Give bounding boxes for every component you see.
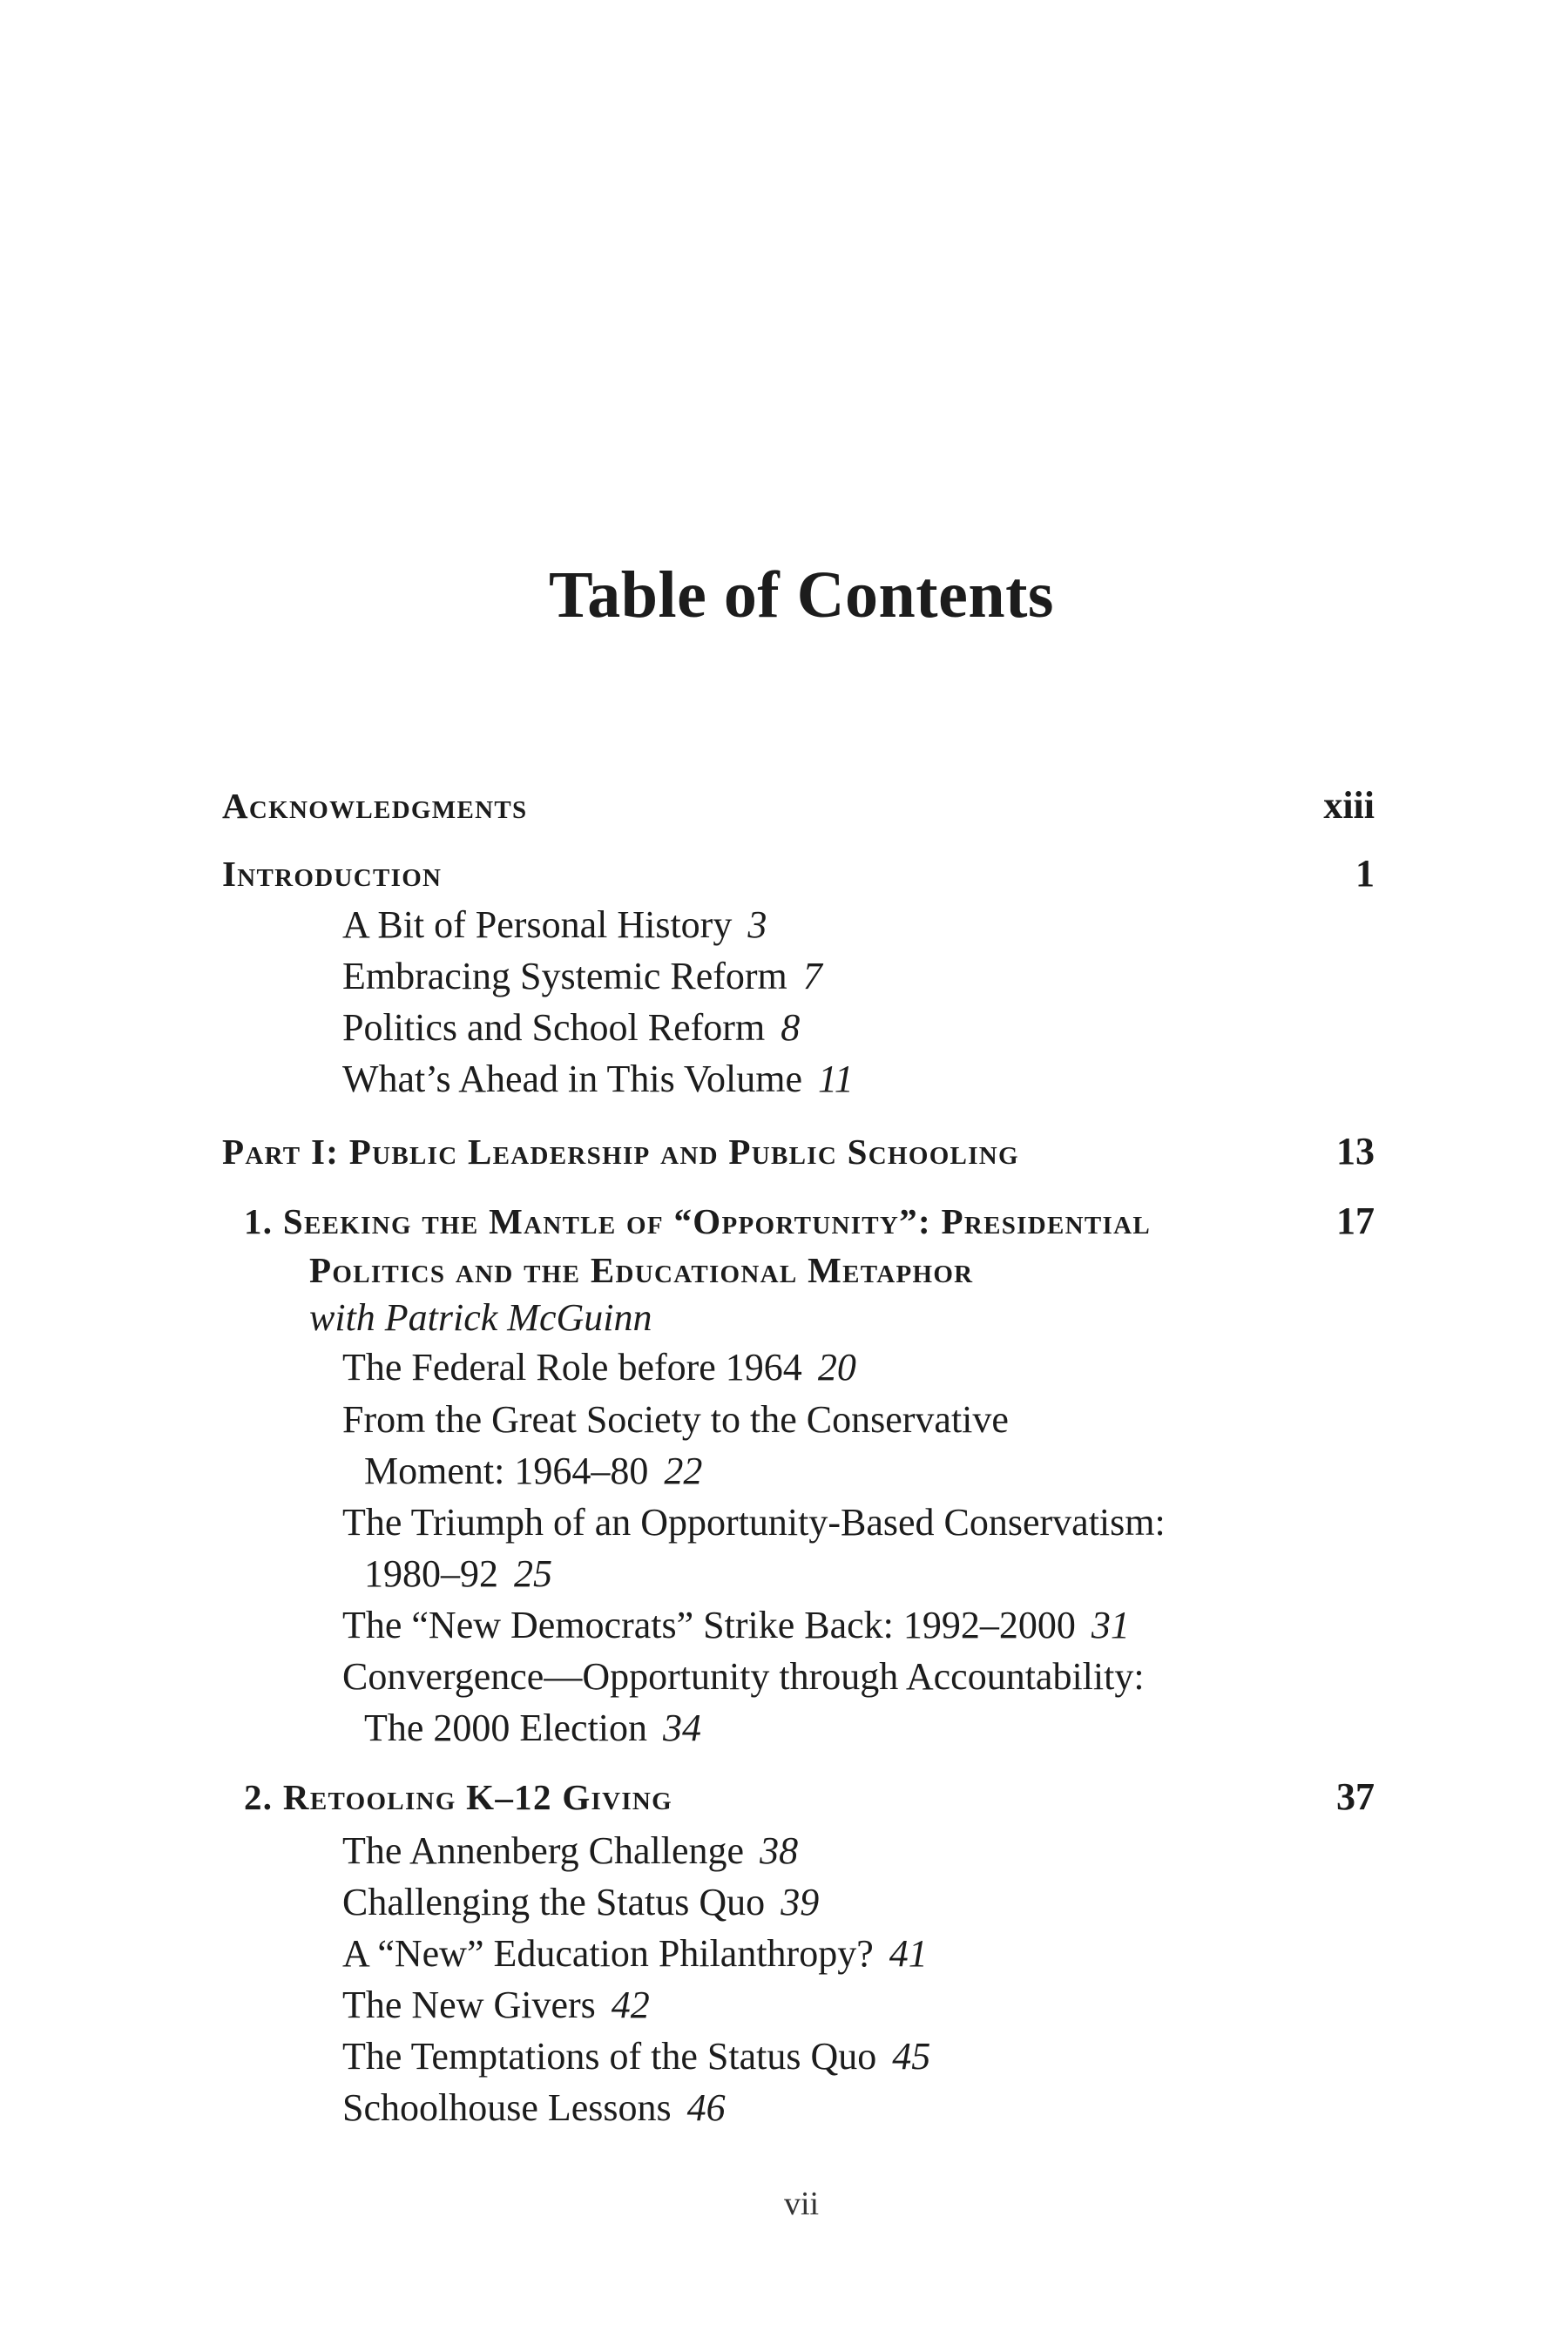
chapter-title-line-1: Seeking the Mantle of “Opportunity”: Presidential bbox=[282, 1201, 1151, 1241]
entry-page: 17 bbox=[1336, 1200, 1375, 1242]
chapter-title: Retooling K–12 Giving bbox=[282, 1777, 673, 1817]
toc-subentry-continued[interactable] bbox=[364, 1445, 702, 1497]
entry-page: xiii bbox=[1323, 784, 1375, 827]
toc-subentry[interactable] bbox=[342, 2082, 726, 2134]
subentry-title: The New Givers bbox=[342, 1984, 596, 2026]
entry-page: 1 bbox=[1355, 852, 1375, 895]
entry-label: Introduction bbox=[222, 854, 443, 894]
subentry-page: 45 bbox=[892, 2035, 931, 2078]
page-title: Table of Contents bbox=[549, 558, 1054, 632]
chapter-title-line-2: Politics and the Educational Metaphor bbox=[309, 1250, 974, 1290]
subentry-page: 39 bbox=[781, 1881, 820, 1923]
subentry-title: A “New” Education Philanthropy? bbox=[342, 1932, 874, 1975]
toc-subentry[interactable] bbox=[342, 1394, 1009, 1446]
toc-subentry[interactable] bbox=[342, 1651, 1145, 1703]
toc-subentry[interactable] bbox=[342, 1053, 854, 1105]
entry-page: 13 bbox=[1336, 1130, 1375, 1173]
chapter-byline: with Patrick McGuinn bbox=[309, 1296, 652, 1339]
subentry-title: The Triumph of an Opportunity-Based Conservatism: bbox=[342, 1501, 1166, 1544]
toc-subentry[interactable] bbox=[342, 899, 767, 951]
entry-label: Acknowledgments bbox=[222, 786, 528, 826]
chapter-number: 2. bbox=[244, 1777, 274, 1817]
subentry-title: The “New Democrats” Strike Back: 1992–2000 bbox=[342, 1604, 1076, 1646]
subentry-page: 20 bbox=[817, 1346, 856, 1389]
subentry-page: 38 bbox=[760, 1829, 799, 1872]
subentry-page: 25 bbox=[514, 1552, 552, 1595]
subentry-page: 7 bbox=[802, 955, 822, 997]
subentry-title: From the Great Society to the Conservative bbox=[342, 1398, 1009, 1441]
subentry-page: 11 bbox=[817, 1058, 854, 1100]
subentry-title: Moment: 1964–80 bbox=[364, 1450, 649, 1492]
page-number: vii bbox=[783, 2186, 820, 2222]
subentry-title: Schoolhouse Lessons bbox=[342, 2086, 672, 2129]
subentry-page: 42 bbox=[611, 1984, 650, 2026]
toc-subentry[interactable] bbox=[342, 1979, 650, 2031]
toc-subentry[interactable] bbox=[342, 1599, 1130, 1652]
toc-subentry[interactable] bbox=[342, 1825, 798, 1877]
entry-page: 37 bbox=[1336, 1775, 1375, 1818]
toc-subentry[interactable] bbox=[342, 1497, 1166, 1549]
subentry-title: Embracing Systemic Reform bbox=[342, 955, 787, 997]
subentry-title: The Temptations of the Status Quo bbox=[342, 2035, 877, 2078]
toc-subentry[interactable] bbox=[342, 1876, 819, 1929]
subentry-page: 3 bbox=[747, 903, 767, 946]
subentry-title: The Federal Role before 1964 bbox=[342, 1346, 802, 1389]
toc-subentry-continued[interactable] bbox=[364, 1548, 552, 1600]
subentry-title: What’s Ahead in This Volume bbox=[342, 1058, 802, 1100]
subentry-title: The Annenberg Challenge bbox=[342, 1829, 745, 1872]
toc-entry-part-1[interactable] bbox=[222, 1125, 1375, 1178]
subentry-title: 1980–92 bbox=[364, 1552, 498, 1595]
entry-label: Part I: Public Leadership and Public Schooling bbox=[222, 1132, 1019, 1172]
subentry-page: 41 bbox=[889, 1932, 928, 1975]
toc-entry-introduction[interactable] bbox=[222, 848, 1375, 900]
toc-subentry[interactable] bbox=[342, 1928, 928, 1980]
toc-subentry[interactable] bbox=[342, 1002, 800, 1054]
toc-subentry[interactable] bbox=[342, 950, 822, 1003]
subentry-page: 8 bbox=[781, 1006, 801, 1049]
toc-subentry-continued[interactable] bbox=[364, 1702, 701, 1754]
subentry-page: 34 bbox=[663, 1707, 702, 1749]
chapter-number: 1. bbox=[244, 1201, 274, 1241]
entry-label bbox=[244, 1195, 1151, 1247]
subentry-title: Convergence—Opportunity through Accountability: bbox=[342, 1655, 1145, 1698]
entry-label bbox=[244, 1771, 672, 1823]
toc-subentry[interactable] bbox=[342, 1342, 856, 1394]
subentry-page: 22 bbox=[664, 1450, 703, 1492]
toc-entry-acknowledgments[interactable] bbox=[222, 780, 1375, 832]
subentry-title: Challenging the Status Quo bbox=[342, 1881, 766, 1923]
toc-subentry[interactable] bbox=[342, 2031, 930, 2083]
subentry-title: A Bit of Personal History bbox=[342, 903, 733, 946]
subentry-page: 46 bbox=[686, 2086, 726, 2129]
subentry-title: The 2000 Election bbox=[364, 1707, 648, 1749]
subentry-title: Politics and School Reform bbox=[342, 1006, 766, 1049]
subentry-page: 31 bbox=[1091, 1604, 1130, 1646]
toc-entry-chapter-2[interactable] bbox=[222, 1771, 1375, 1823]
toc-entry-chapter-1[interactable] bbox=[222, 1195, 1375, 1247]
